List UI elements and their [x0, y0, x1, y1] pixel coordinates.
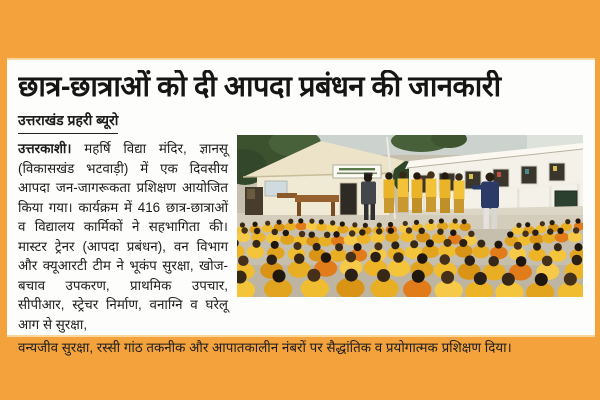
- article-content: [7, 139, 595, 334]
- dateline: उत्तरकाशी।: [18, 141, 72, 156]
- doorway: [340, 183, 357, 215]
- news-photo: [237, 135, 583, 297]
- school-signboard: [333, 165, 381, 178]
- article-closing-line: वन्यजीव सुरक्षा, रस्सी गांठ तकनीक और आपातकालीन नंबरों पर सैद्धांतिक व प्रयोगात्मक प्रशिक्षण दिया।: [18, 340, 512, 355]
- body-text: महर्षि विद्या मंदिर, ज्ञानसू (विकासखंड भटवाड़ी) में एक दिवसीय आपदा जन-जागरूकता प्रशिक्षण आयोजित किया गया। कार्यक्रम में 416 छात्र-छात्राओं व विद्यालय कार्मिकों ने सहभागिता की। मास्टर ट्रेनर (आपदा प्रबंधन), वन विभाग और क्यूआरटी टीम ने भूकंप सुरक्षा, खोज-बचाव उपकरण, प्राथमिक उपचार, सीपीआर, स्ट्रेचर निर्माण, वनाग्नि व घरेलू आग से सुरक्षा,: [18, 141, 228, 332]
- article-body: [18, 139, 228, 334]
- news-photo-illustration: [237, 135, 583, 297]
- green-notice-board: [555, 191, 577, 208]
- byline: उत्तराखंड प्रहरी ब्यूरो: [18, 111, 118, 134]
- news-clipping: [7, 58, 595, 355]
- headline: छात्र-छात्राओं को दी आपदा प्रबंधन की जानकारी: [18, 71, 501, 103]
